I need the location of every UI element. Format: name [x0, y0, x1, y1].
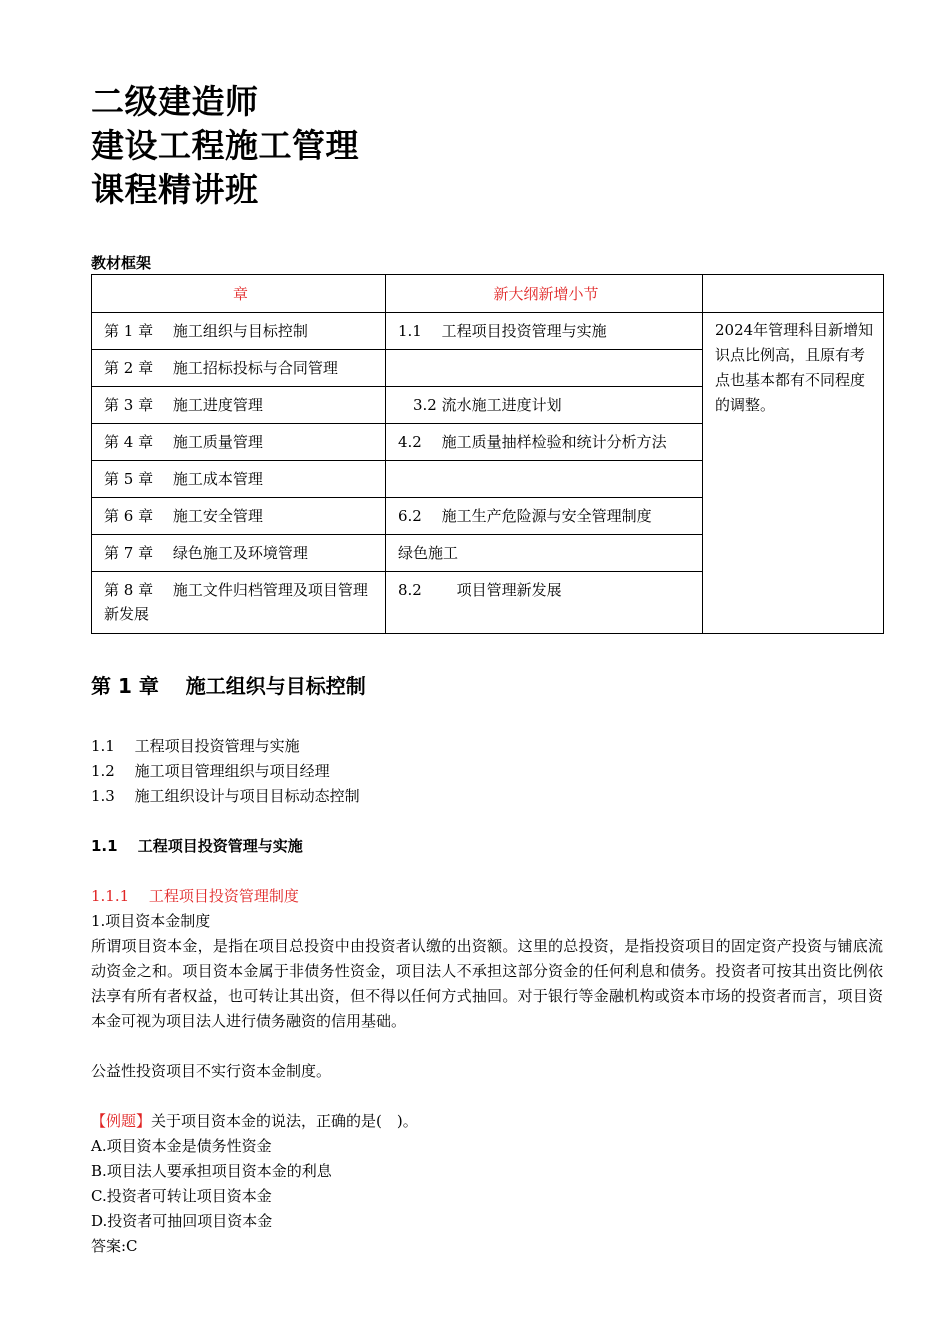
title-line-1: 二级建造师 [91, 82, 259, 121]
spacer [91, 1084, 883, 1109]
toc-item: 1.3 施工组织设计与项目目标动态控制 [91, 787, 360, 805]
body-paragraph: 所谓项目资本金，是指在项目总投资中由投资者认缴的出资额。这里的总投资，是指投资项目的固定资产投资与铺底流动资金之和。项目资本金属于非债务性资金，项目法人不承担这部分资金的任何利息和债务。投资者可按其出资比例依法享有所有者权益，也可转让其出资，但不得以任何方式抽回。对于银行等金融机构或资本市场的投资者而言，项目资本金可视为项目法人进行债务融资的信用基础。 [91, 937, 883, 1030]
chapter-cell: 第 5 章 施工成本管理 [92, 461, 386, 498]
example-option: A.项目资本金是债务性资金 [91, 1137, 272, 1155]
note-cell: 2024年管理科目新增知识点比例高，且原有考点也基本都有不同程度的调整。 [703, 313, 884, 634]
new-section-cell: 8.2 项目管理新发展 [386, 572, 703, 634]
chapter-heading: 第 1 章 施工组织与目标控制 [91, 674, 366, 698]
chapter-cell: 第 4 章 施工质量管理 [92, 424, 386, 461]
new-section-cell [386, 350, 703, 387]
section-heading: 1.1 工程项目投资管理与实施 [91, 837, 303, 855]
header-note [703, 275, 884, 313]
new-section-cell: 3.2 流水施工进度计划 [386, 387, 703, 424]
new-section-cell: 绿色施工 [386, 535, 703, 572]
subsection-heading: 1.1.1 工程项目投资管理制度 [91, 887, 299, 905]
title-line-3: 课程精讲班 [91, 170, 259, 209]
spacer [91, 1034, 883, 1059]
new-section-cell: 6.2 施工生产危险源与安全管理制度 [386, 498, 703, 535]
title-line-2: 建设工程施工管理 [91, 126, 359, 165]
header-new-sections: 新大纲新增小节 [386, 275, 703, 313]
framework-label: 教材框架 [91, 254, 152, 272]
section-content [91, 884, 883, 1259]
chapter-toc [91, 734, 360, 809]
example-question [91, 1109, 883, 1134]
header-chapter: 章 [92, 275, 386, 313]
example-tag: 【例题】 [91, 1112, 152, 1130]
table-row [92, 313, 884, 350]
course-title [91, 80, 851, 212]
example-option: C.投资者可转让项目资本金 [91, 1187, 272, 1205]
item-title: 1.项目资本金制度 [91, 912, 211, 930]
example-option: D.投资者可抽回项目资本金 [91, 1212, 273, 1230]
chapter-cell: 第 7 章 绿色施工及环境管理 [92, 535, 386, 572]
new-section-cell: 4.2 施工质量抽样检验和统计分析方法 [386, 424, 703, 461]
chapter-cell: 第 8 章 施工文件归档管理及项目管理新发展 [92, 572, 386, 634]
chapter-cell: 第 3 章 施工进度管理 [92, 387, 386, 424]
chapter-cell: 第 6 章 施工安全管理 [92, 498, 386, 535]
new-section-cell [386, 461, 703, 498]
note-paragraph: 公益性投资项目不实行资本金制度。 [91, 1062, 332, 1080]
toc-item: 1.2 施工项目管理组织与项目经理 [91, 762, 330, 780]
example-question-text: 关于项目资本金的说法，正确的是( )。 [151, 1112, 418, 1130]
example-option: B.项目法人要承担项目资本金的利息 [91, 1162, 332, 1180]
new-section-cell: 1.1 工程项目投资管理与实施 [386, 313, 703, 350]
chapter-cell: 第 1 章 施工组织与目标控制 [92, 313, 386, 350]
framework-table [91, 274, 884, 634]
chapter-cell: 第 2 章 施工招标投标与合同管理 [92, 350, 386, 387]
example-answer: 答案:C [91, 1237, 138, 1255]
table-header-row [92, 275, 884, 313]
toc-item: 1.1 工程项目投资管理与实施 [91, 737, 300, 755]
